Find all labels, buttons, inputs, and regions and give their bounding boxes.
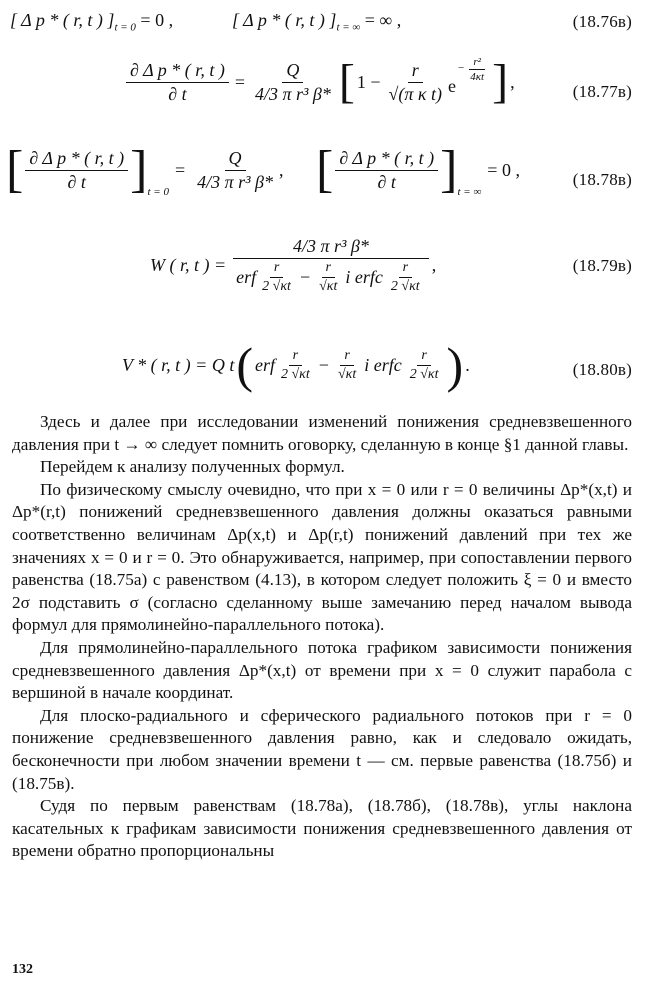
eq80-frac1-num: r <box>289 348 302 366</box>
eq79-num: 4/3 π r³ β* <box>233 236 429 259</box>
eq76-right-sub: t = ∞ <box>336 21 361 34</box>
eq80-frac1-den: 2 √κt <box>280 366 310 382</box>
eq80-frac1 <box>277 348 314 383</box>
right-bracket: ] <box>130 141 148 198</box>
eq78-left-den: ∂ t <box>67 171 86 192</box>
eq79-den <box>232 259 430 295</box>
eq78-left-num: ∂ Δ p * ( r, t ) <box>25 148 128 171</box>
eq78-right-derivative <box>335 148 438 193</box>
eq78-left-sub: t = 0 <box>147 186 169 198</box>
eq77-exponent <box>466 56 488 83</box>
eq79-lhs: W ( r, t ) = <box>150 255 227 275</box>
equation-18-78v: [ $\frac{\text{∂ Δ p * ( r, t )}}{\partial t}$ ] t = 0 = $\frac{Q}{\text{4/3 π r³ β*}}$ , [ $\frac{\text{∂ Δ p * ( r, t )}}{\partial t}$ ] t = ∞ = 0 , (18.78в) <box>6 141 632 198</box>
eq77-e: e <box>448 75 457 96</box>
equation-number: (18.80в) <box>572 360 632 379</box>
equation-number: (18.76в) <box>572 12 632 31</box>
eq80-ierfc: i erfc <box>364 354 402 375</box>
eq77-exp-num: r² <box>469 56 485 70</box>
eq79-frac1-den: 2 √κt <box>262 279 291 294</box>
eq77-deriv-den: ∂ t <box>168 83 187 104</box>
eq77-derivative <box>126 60 229 105</box>
eq80-lhs: V * ( r, t ) = Q t <box>122 354 235 375</box>
eq80-frac2-den: √κt <box>337 366 357 382</box>
paragraph: Для прямолинейно-параллельного потока графиком зависимости понижения средневзвешенного давления Δp*(x,t) от времени при x = 0 служит парабола с вершиной в начале координат. <box>12 637 632 703</box>
eq77-tail: , <box>510 71 515 92</box>
equation-number: (18.79в) <box>572 256 632 275</box>
eq80-minus: − <box>318 354 329 375</box>
eq77-exp-den: 4κt <box>470 70 485 83</box>
eq78-coef-num: Q <box>225 148 246 171</box>
eq77-inner <box>385 60 447 105</box>
eq77-coef <box>251 60 335 105</box>
eq77-inner-den: √(π κ t) <box>388 83 443 104</box>
eq77-one: 1 − <box>356 71 381 92</box>
left-paren: ( <box>236 337 253 393</box>
body-text <box>12 411 632 863</box>
eq80-tail: . <box>465 354 470 375</box>
equation-18-76v <box>0 6 645 36</box>
paragraph: По физическому смыслу очевидно, что при x = 0 или r = 0 величины Δp*(x,t) и Δp*(r,t) понижений средневзвешенного давления должны оказаться равными соответственно величинам Δp(x,t) и Δp(r,t) понижений давлений при тех же значениях x = 0 и r = 0. Это обнаруживается, например, при сопоставлении первого равенства (18.75а) с равенством (4.13), в котором следует положить ξ = 0 и вместо 2σ подставить σ (согласно сделанному выше замечанию перед началом вывода формул для прямолинейно-параллельного потока). <box>12 479 632 635</box>
equation-18-79v <box>0 230 645 322</box>
equation-number: (18.78в) <box>572 170 632 189</box>
eq78-coef <box>193 148 277 193</box>
paragraph: Для плоско-радиального и сферического радиального потоков при r = 0 понижение средневзвешенного давления равно, как и следовало ожидать, бесконечности при любом значении времени t — см. первые равенства (18.75б) и (18.75в). <box>12 705 632 793</box>
eq78-right-den: ∂ t <box>377 171 396 192</box>
eq80-frac3 <box>406 348 443 383</box>
eq79-frac1 <box>258 260 295 295</box>
eq78-mid-tail: , <box>279 159 284 180</box>
eq79-frac1-num: r <box>270 260 283 278</box>
eq79-erf: erf <box>236 267 257 287</box>
equation-18-80v <box>0 334 645 404</box>
right-bracket: ] <box>440 141 458 198</box>
equation-number: (18.77в) <box>572 82 632 101</box>
eq79-minus: − <box>299 267 311 287</box>
eq79-frac3 <box>387 260 424 295</box>
right-paren: ) <box>446 337 464 393</box>
eq79-frac2 <box>315 260 341 295</box>
eq78-coef-den: 4/3 π r³ β* <box>197 171 273 192</box>
paragraph: Перейдем к анализу полученных формул. <box>40 457 345 477</box>
eq78-right-rhs: = 0 , <box>487 159 520 180</box>
right-bracket: ] <box>492 55 509 108</box>
eq76-right-lhs: [ Δ p * ( r, t ) ] <box>232 10 337 30</box>
eq79-frac2-den: √κt <box>319 279 338 294</box>
eq80-frac2 <box>334 348 360 383</box>
eq77-inner-num: r <box>408 60 423 83</box>
eq79-ierfc: i erfc <box>345 267 383 287</box>
eq80-frac2-num: r <box>340 348 353 366</box>
eq79-frac3-den: 2 √κt <box>390 279 420 294</box>
eq76-left-lhs: [ Δ p * ( r, t ) ] <box>10 10 115 30</box>
equation-18-77v: $\frac{\text{∂ Δ p * ( r, t )}}{\partial t}$ = $\frac{Q}{\text{4/3 π r³ β*}}$ [ 1 − $\frac{r}{\text{√(π κ t)}}$ e − $\frac{\text{r²}}{4\kappa t}$ ] , (18.77в) <box>0 52 645 126</box>
eq78-right-num: ∂ Δ p * ( r, t ) <box>335 148 438 171</box>
eq78-right-sub: t = ∞ <box>457 186 482 198</box>
eq76-left-rhs: = 0 , <box>135 10 174 30</box>
paragraph: Судя по первым равенствам (18.78а), (18.78б), (18.78в), углы наклона касательных к графикам зависимости понижения средневзвешенного давления от времени обратно пропорциональны <box>12 796 632 861</box>
eq79-frac3-num: r <box>399 260 412 278</box>
eq80-frac3-num: r <box>417 348 430 366</box>
eq79-fraction <box>232 236 430 295</box>
left-bracket: [ <box>6 141 24 198</box>
left-bracket: [ <box>338 55 355 108</box>
eq77-coef-den: 4/3 π r³ β* <box>254 83 331 104</box>
eq80-erf: erf <box>254 354 275 375</box>
eq77-deriv-num: ∂ Δ p * ( r, t ) <box>126 60 229 83</box>
eq76-right-rhs: = ∞ , <box>360 10 402 30</box>
left-bracket: [ <box>316 141 334 198</box>
page-number: 132 <box>12 962 33 977</box>
eq77-coef-num: Q <box>282 60 303 83</box>
eq78-left-derivative <box>25 148 128 193</box>
eq76-left-sub: t = 0 <box>114 21 136 34</box>
eq79-tail: , <box>431 255 437 275</box>
paragraph: Здесь и далее при исследовании изменений понижения средневзвешенного давления при t → ∞ следует помнить оговорку, сделанную в конце §1 данной главы. <box>12 412 632 454</box>
eq80-frac3-den: 2 √κt <box>409 366 439 382</box>
eq79-frac2-num: r <box>322 260 335 278</box>
